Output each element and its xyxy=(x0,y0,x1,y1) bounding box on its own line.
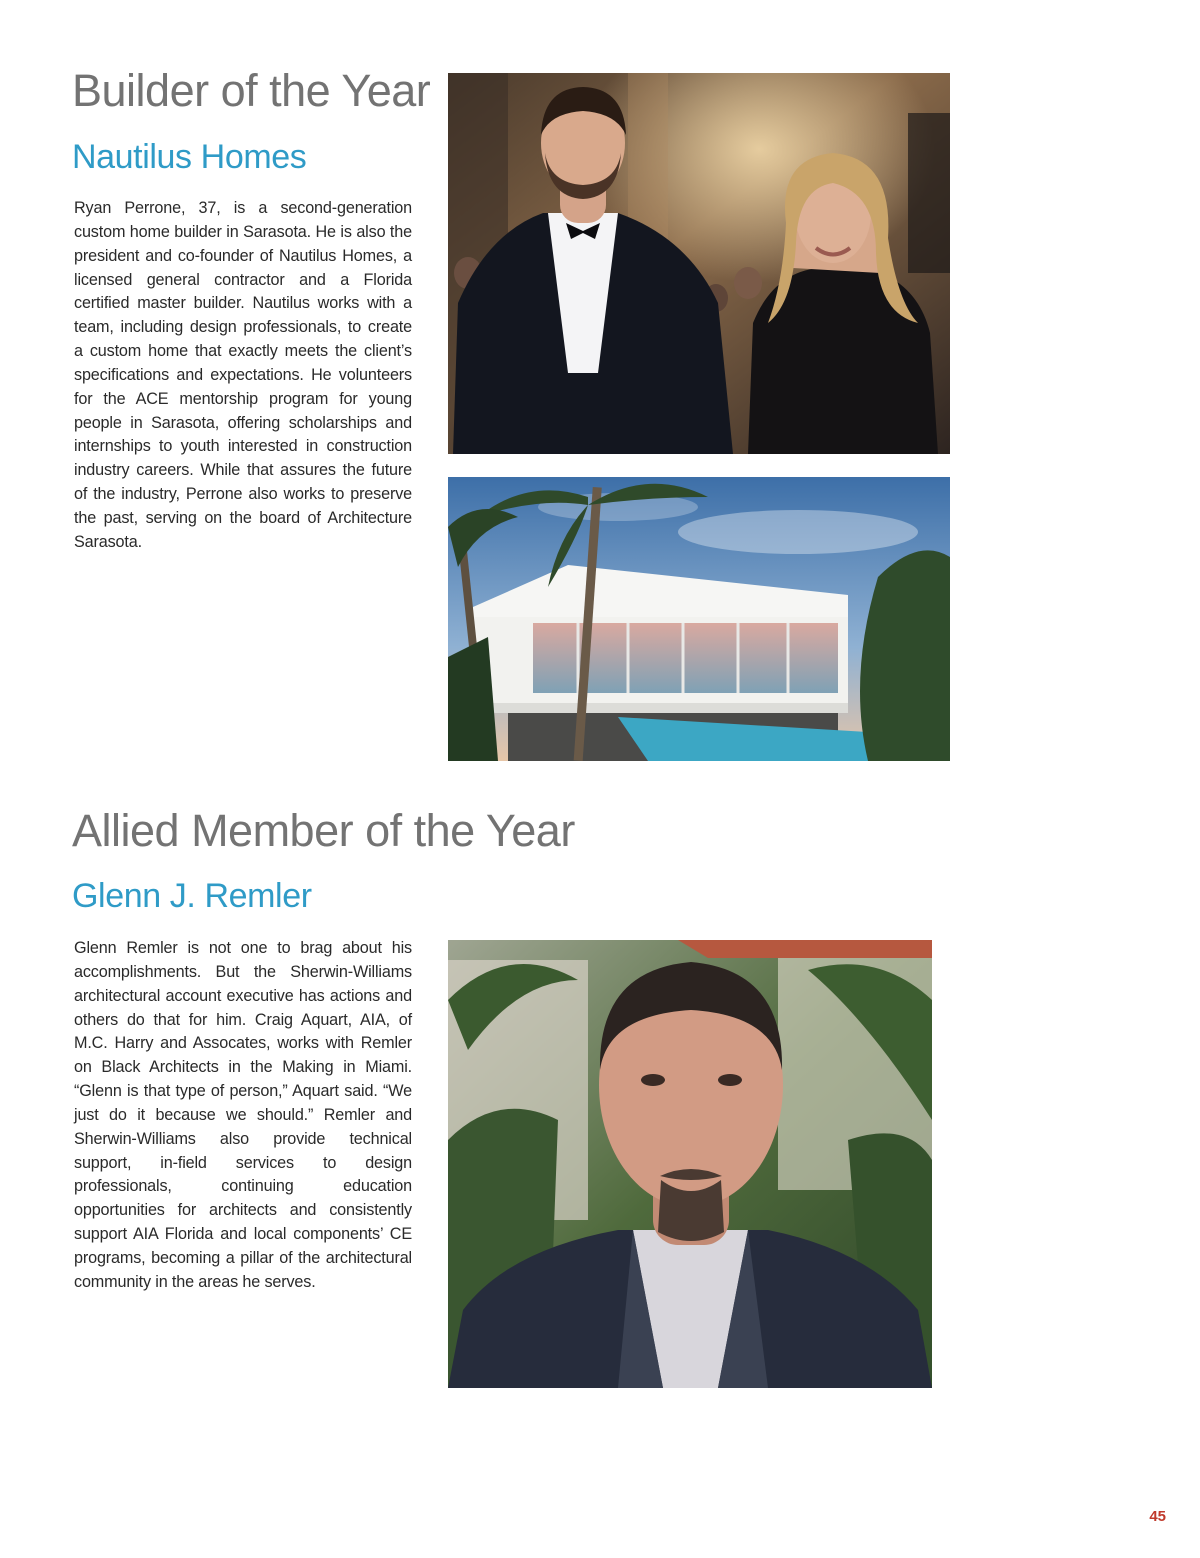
builder-company-name: Nautilus Homes xyxy=(72,138,307,176)
allied-body-text: Glenn Remler is not one to brag about his accomplishments. But the Sherwin-Williams architectural account executive has actions and others do that for him. Craig Aquart, AIA, of M.C. Harry and Assocates, works with Remler on Black Architects in the Making in Miami. “Glenn is that type of person,” Aquart said. “We just do it because we should.” Remler and Sherwin-Williams also provide technical support, in-field services to design professionals, continuing education opportunities for architects and consistently support AIA Florida and local components’ CE programs, becoming a pillar of the architectural community in the areas he serves. xyxy=(74,939,412,1291)
modern-house-photo xyxy=(448,477,950,761)
allied-section-title: Allied Member of the Year xyxy=(72,805,575,856)
couple-gala-photo xyxy=(448,73,950,454)
builder-body-text: Ryan Perrone, 37, is a second-generation custom home builder in Sarasota. He is also the president and co-founder of Nautilus Homes, a licensed general contractor and a Florida certified master builder. Nautilus works with a team, including design professionals, to create a custom home that exactly meets the client’s specifications and expectations. He volunteers for the ACE mentorship program for young people in Sarasota, offering scholarships and internships to youth interested in construction industry careers. While that assures the future of the industry, Perrone also works to preserve the past, serving on the board of Architecture Sarasota. xyxy=(74,199,412,551)
page-number: 45 xyxy=(1149,1508,1166,1525)
allied-member-name: Glenn J. Remler xyxy=(72,877,312,915)
portrait-photo xyxy=(448,940,932,1388)
builder-section-title: Builder of the Year xyxy=(72,65,431,116)
